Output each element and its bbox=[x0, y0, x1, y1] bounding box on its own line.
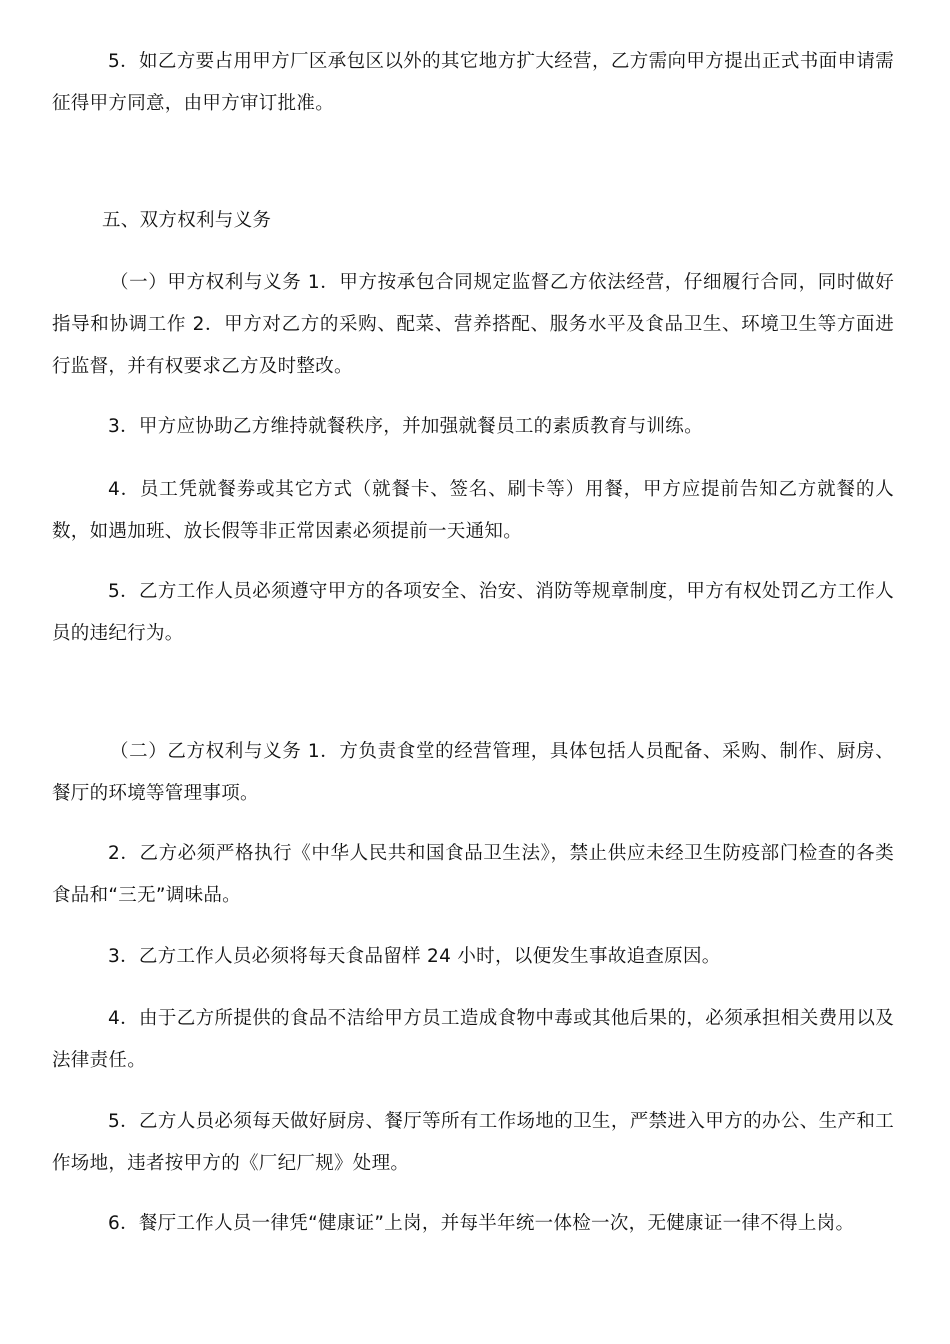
subsection-party-a: （一）甲方权利与义务 1．甲方按承包合同规定监督乙方依法经营，仔细履行合同，同时做好指导和协调工作 2．甲方对乙方的采购、配菜、营养搭配、服务水平及食品卫生、环境卫生等方面进行监督，并有权要求乙方及时整改。 bbox=[52, 272, 894, 377]
clause-party-b-3: 3．乙方工作人员必须将每天食品留样 24 小时，以便发生事故追查原因。 bbox=[108, 946, 721, 967]
clause-party-b-6: 6．餐厅工作人员一律凭“健康证”上岗，并每半年统一体检一次，无健康证一律不得上岗。 bbox=[108, 1213, 855, 1234]
clause-a5: 5．如乙方要占用甲方厂区承包区以外的其它地方扩大经营，乙方需向甲方提出正式书面申请需征得甲方同意，由甲方审订批准。 bbox=[52, 51, 894, 114]
clause-party-b-4: 4．由于乙方所提供的食品不洁给甲方员工造成食物中毒或其他后果的，必须承担相关费用以及法律责任。 bbox=[52, 1008, 894, 1071]
clause-party-b-5: 5．乙方人员必须每天做好厨房、餐厅等所有工作场地的卫生，严禁进入甲方的办公、生产和工作场地，违者按甲方的《厂纪厂规》处理。 bbox=[52, 1111, 894, 1174]
section-heading-rights-obligations: 五、双方权利与义务 bbox=[102, 210, 272, 231]
clause-party-a-5: 5．乙方工作人员必须遵守甲方的各项安全、治安、消防等规章制度，甲方有权处罚乙方工作人员的违纪行为。 bbox=[52, 581, 894, 644]
clause-party-b-2: 2．乙方必须严格执行《中华人民共和国食品卫生法》，禁止供应未经卫生防疫部门检查的各类食品和“三无”调味品。 bbox=[52, 843, 894, 906]
clause-party-a-3: 3．甲方应协助乙方维持就餐秩序，并加强就餐员工的素质教育与训练。 bbox=[108, 416, 703, 437]
clause-party-a-4: 4．员工凭就餐劵或其它方式（就餐卡、签名、刷卡等）用餐，甲方应提前告知乙方就餐的人数，如遇加班、放长假等非正常因素必须提前一天通知。 bbox=[52, 479, 894, 542]
subsection-party-b: （二）乙方权利与义务 1．方负责食堂的经营管理，具体包括人员配备、采购、制作、厨房、餐厅的环境等管理事项。 bbox=[52, 741, 894, 804]
